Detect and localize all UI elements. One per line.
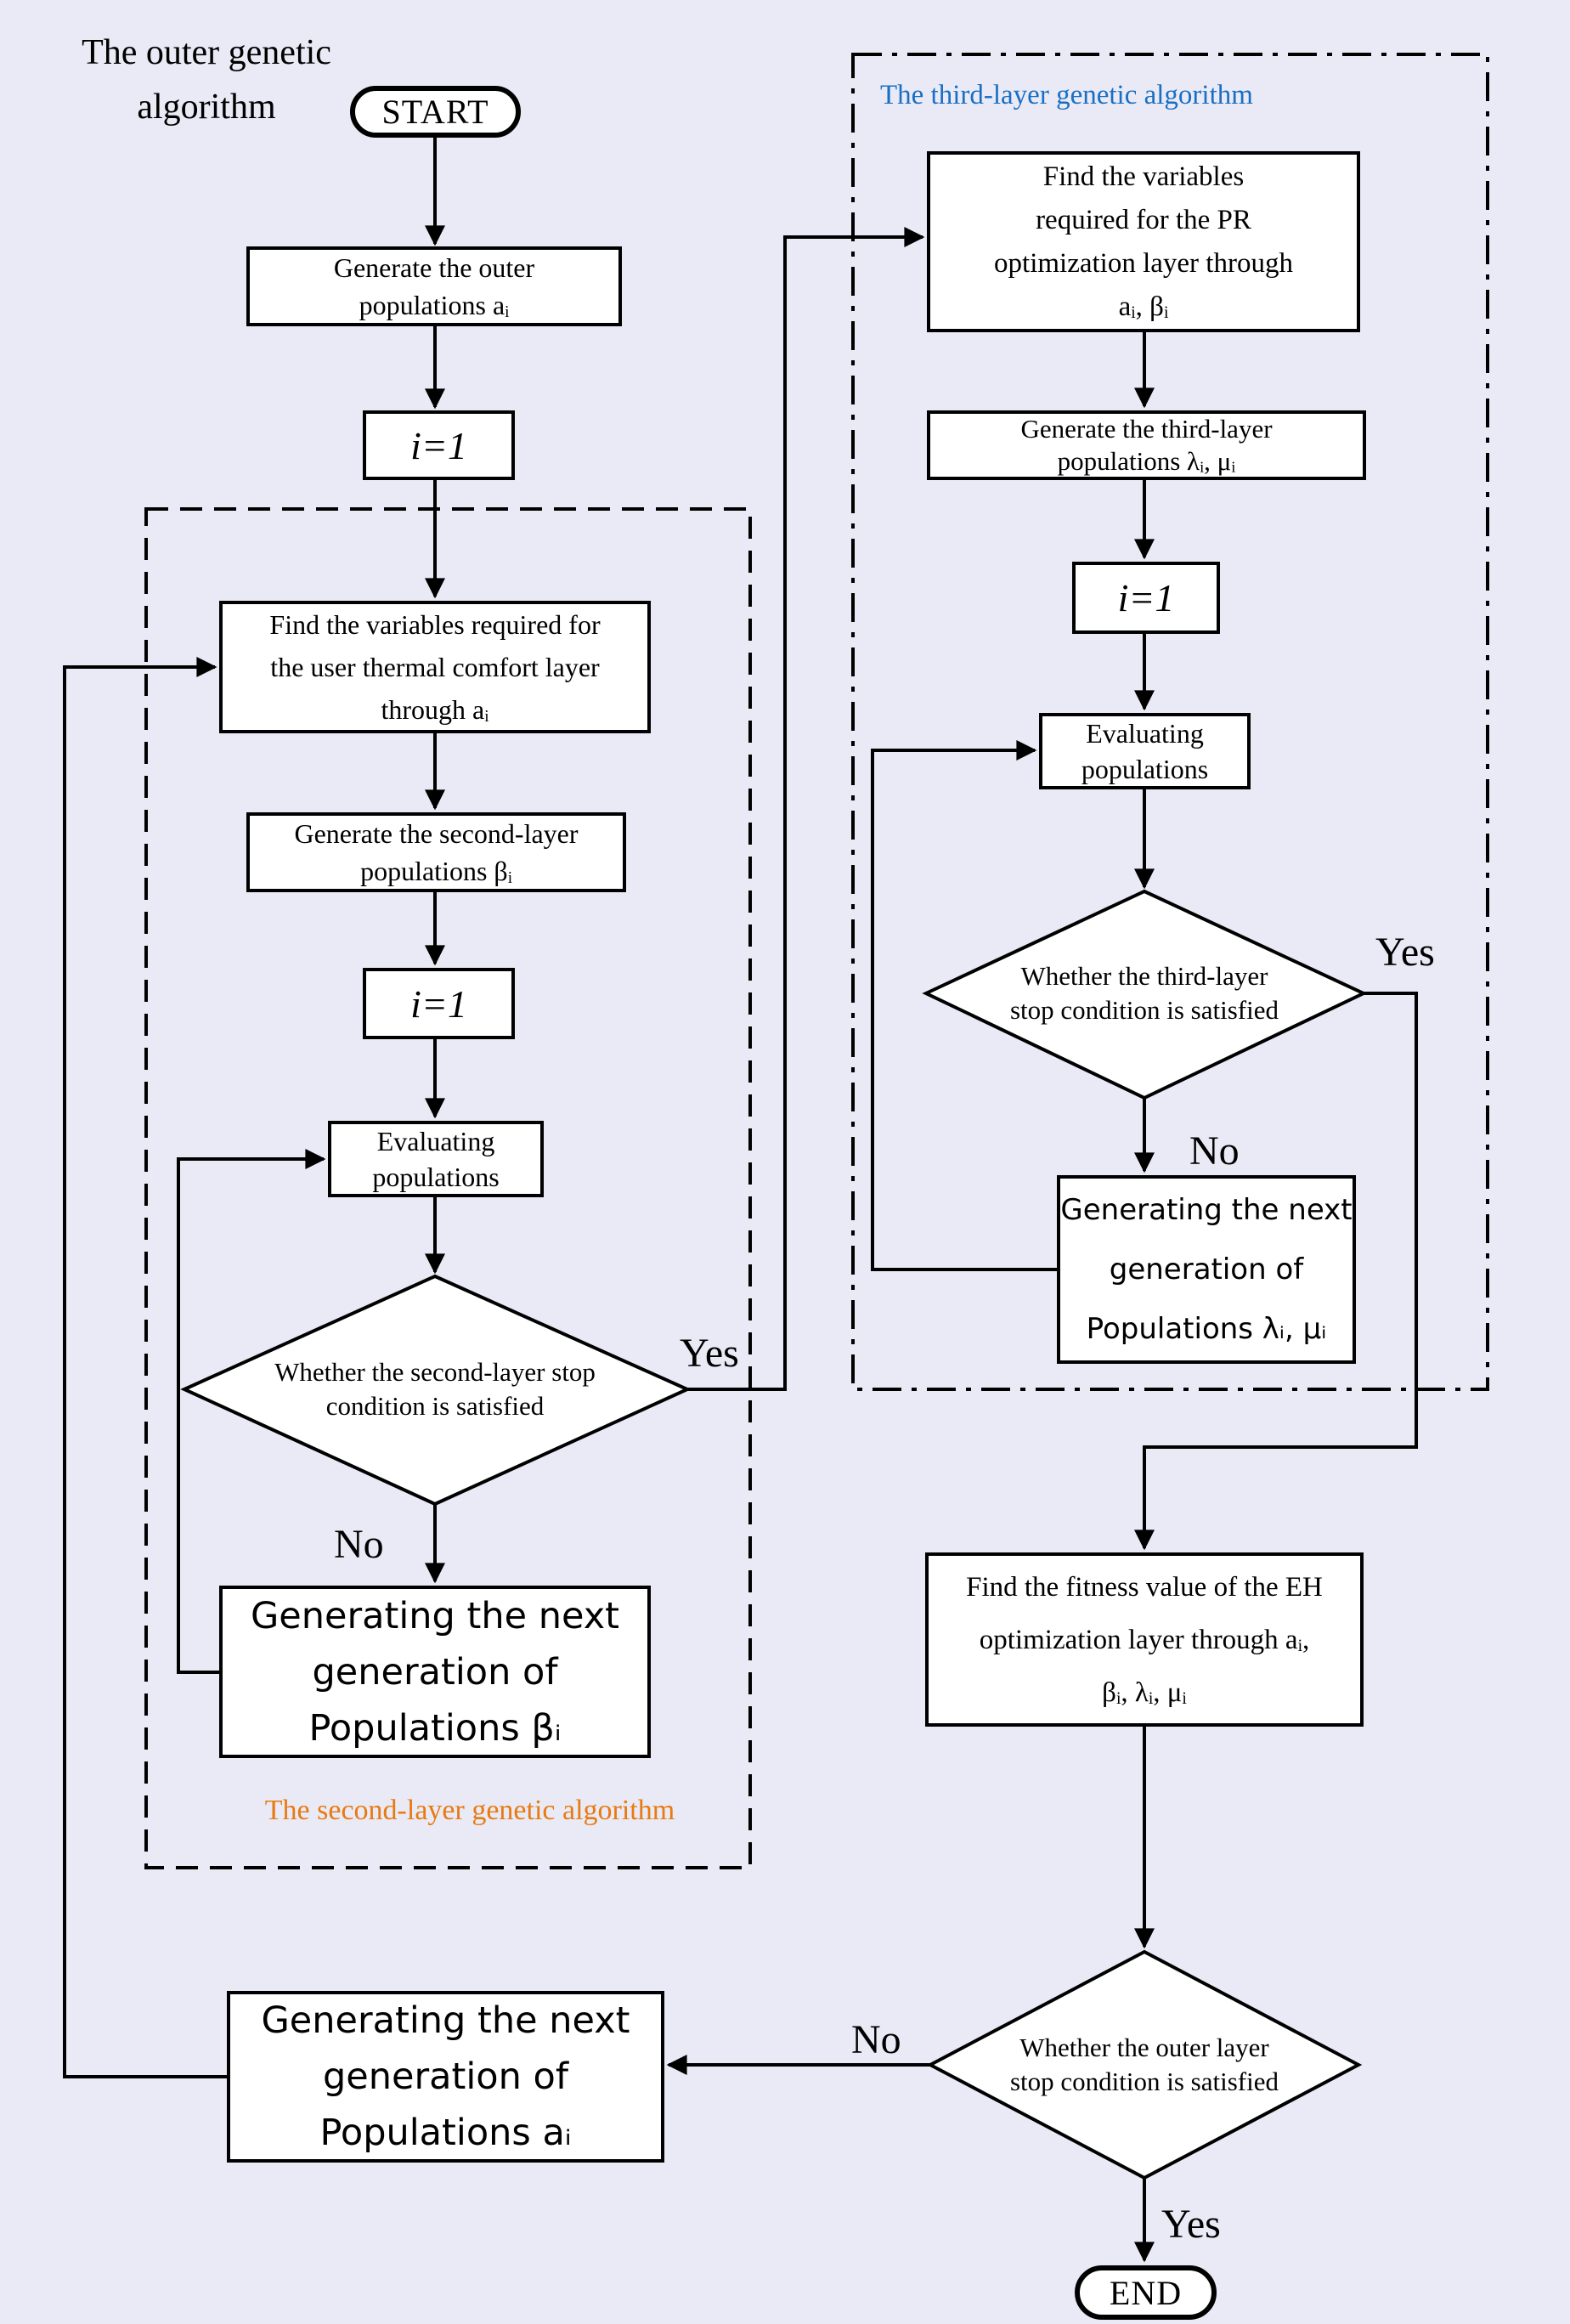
line-second-yes-to-find-pr — [687, 237, 923, 1389]
outer-stop-no-label: No — [851, 2017, 901, 2062]
end-terminal — [1075, 2265, 1217, 2320]
second-init-label: i=1 — [410, 981, 467, 1026]
second-stop-yes-label: Yes — [680, 1331, 739, 1376]
second-stop-line: Whether the second-layer stop — [274, 1357, 596, 1387]
generate-third-line: populations λᵢ, μᵢ — [1057, 446, 1236, 476]
generate-outer-box — [246, 246, 622, 326]
third-stop-line: stop condition is satisfied — [1009, 995, 1279, 1025]
next-beta-box — [219, 1586, 651, 1758]
next-alpha-line: Generating the next — [261, 1999, 630, 2042]
find-pr-line: required for the PR — [1036, 204, 1251, 235]
find-fitness-line: optimization layer through aᵢ, — [979, 1624, 1310, 1655]
next-beta-line: generation of — [312, 1650, 558, 1694]
find-pr-line: aᵢ, βᵢ — [1118, 291, 1169, 322]
next-lambda-mu-box — [1057, 1175, 1356, 1364]
evaluate-second-box — [328, 1121, 544, 1197]
generate-outer-line: populations aᵢ — [359, 290, 510, 320]
outer-title-line: The outer genetic — [82, 33, 331, 72]
next-beta-line: Populations βᵢ — [308, 1706, 562, 1750]
third-stop-line: Whether the third-layer — [1020, 961, 1268, 991]
outer-init-label: i=1 — [410, 423, 467, 467]
second-stop-no-label: No — [334, 1522, 384, 1567]
find-thermal-box — [219, 601, 651, 733]
evaluate-third-line: populations — [1081, 754, 1209, 784]
find-fitness-line: βᵢ, λᵢ, μᵢ — [1102, 1677, 1187, 1708]
next-alpha-line: generation of — [323, 2055, 568, 2098]
second-stop-line: condition is satisfied — [325, 1391, 545, 1421]
start-terminal — [350, 86, 521, 138]
find-thermal-line: Find the variables required for — [269, 609, 601, 640]
next-alpha-box — [227, 1991, 664, 2163]
evaluate-second-line: Evaluating — [376, 1126, 495, 1156]
third-init-label: i=1 — [1117, 576, 1175, 619]
generate-outer-line: Generate the outer — [333, 252, 535, 283]
generate-third-box — [927, 410, 1366, 480]
outer-stop-decision-text — [960, 2024, 1329, 2106]
find-pr-line: optimization layer through — [994, 247, 1293, 279]
outer-stop-line: stop condition is satisfied — [1009, 2067, 1279, 2096]
generate-third-line: Generate the third-layer — [1020, 414, 1273, 444]
find-pr-box — [927, 151, 1360, 332]
next-lambda-line: Populations λᵢ, μᵢ — [1086, 1312, 1327, 1346]
outer-stop-yes-label: Yes — [1161, 2202, 1221, 2247]
outer-stop-line: Whether the outer layer — [1019, 2033, 1269, 2062]
end-label: END — [1109, 2273, 1183, 2312]
next-lambda-line: Generating the next — [1060, 1193, 1353, 1227]
next-lambda-line: generation of — [1109, 1252, 1304, 1286]
find-fitness-box — [925, 1552, 1364, 1727]
third-stop-decision-text — [960, 953, 1329, 1034]
find-thermal-line: the user thermal comfort layer — [270, 652, 600, 682]
outer-algorithm-title — [59, 25, 353, 134]
evaluate-second-line: populations — [372, 1162, 500, 1192]
generate-second-line: populations βᵢ — [360, 856, 512, 886]
second-stop-decision-text — [255, 1349, 615, 1430]
next-alpha-line: Populations aᵢ — [319, 2112, 572, 2154]
third-init-box — [1072, 562, 1220, 634]
next-beta-line: Generating the next — [250, 1594, 620, 1637]
generate-second-line: Generate the second-layer — [294, 818, 579, 849]
third-stop-no-label: No — [1189, 1128, 1240, 1173]
find-pr-line: Find the variables — [1042, 161, 1245, 192]
find-fitness-line: Find the fitness value of the EH — [966, 1571, 1323, 1603]
start-label: START — [381, 93, 489, 131]
outer-title-line: algorithm — [137, 88, 276, 127]
evaluate-third-line: Evaluating — [1086, 718, 1204, 749]
second-layer-caption: The second-layer genetic algorithm — [264, 1795, 675, 1826]
third-stop-yes-label: Yes — [1375, 930, 1435, 975]
third-layer-caption: The third-layer genetic algorithm — [880, 80, 1253, 110]
generate-second-box — [246, 812, 626, 892]
evaluate-third-box — [1039, 713, 1251, 789]
find-thermal-line: through aᵢ — [381, 694, 489, 725]
outer-init-box — [363, 410, 515, 480]
second-init-box — [363, 968, 515, 1039]
